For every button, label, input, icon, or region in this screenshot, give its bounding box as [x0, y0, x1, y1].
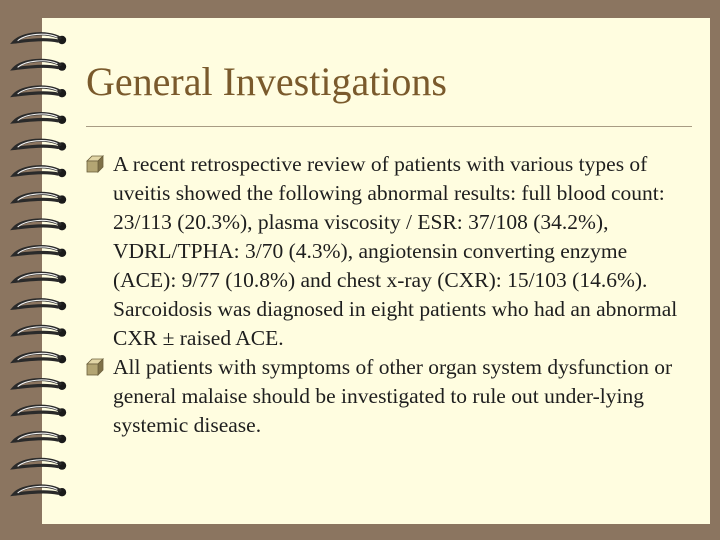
binding-ring: [14, 380, 66, 390]
list-item: [86, 150, 691, 353]
binding-ring: [14, 193, 66, 203]
binding-ring: [14, 273, 66, 283]
binding-ring: [14, 459, 66, 469]
binding-ring: [14, 433, 66, 443]
bullet-text: All patients with symptoms of other organ system dysfunction or general malaise should be investigated to rule out under-lying systemic disease.: [113, 355, 673, 437]
box-bullet-icon: [86, 155, 104, 173]
binding-ring: [14, 87, 66, 97]
binding-ring: [14, 353, 66, 363]
binding-ring: [14, 300, 66, 310]
bullet-text: A recent retrospective review of patients with various types of uveitis showed the following abnormal results: full blood count: 23/113 (20.3%), plasma viscosity / ESR: 37/108 (34.2%), VDRL/TPHA: 3/70 (4.3%), angiotensin converting enzyme (ACE): 9/77 (10.8%) and chest x-ray (CXR): 15/103 (14.6%). Sarcoidosis was diagnosed in eight patients who had an abnormal CXR ± raised ACE.: [113, 152, 678, 350]
binding-ring: [14, 486, 66, 496]
binding-ring: [14, 220, 66, 230]
binding-ring: [14, 34, 66, 44]
binding-ring: [14, 326, 66, 336]
binding-ring: [14, 114, 66, 124]
binding-ring: [14, 60, 66, 70]
bullet-list: [86, 150, 691, 440]
spiral-binding-icon: [0, 0, 80, 540]
box-bullet-icon: [86, 358, 104, 376]
title-divider: [86, 126, 692, 127]
binding-ring: [14, 247, 66, 257]
list-item: [86, 353, 691, 440]
binding-ring: [14, 167, 66, 177]
binding-ring: [14, 140, 66, 150]
page-title: General Investigations: [86, 59, 447, 104]
binding-ring: [14, 406, 66, 416]
